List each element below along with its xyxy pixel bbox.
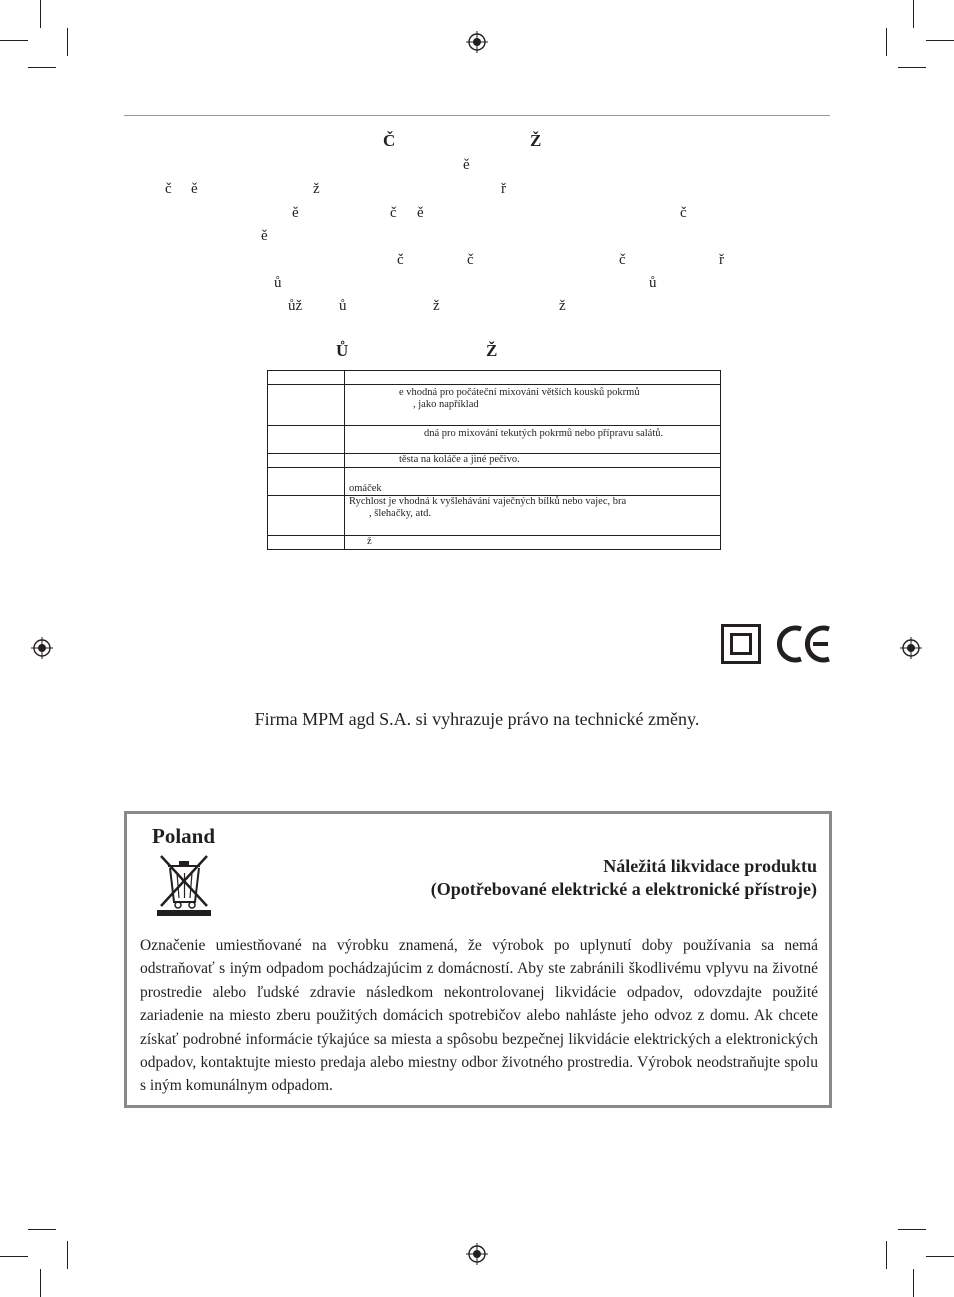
crossed-bin-icon: [155, 850, 213, 918]
table-cell: [345, 496, 721, 536]
registration-mark-icon: [466, 1243, 488, 1265]
table-cell: [268, 468, 345, 496]
table-cell: [268, 371, 345, 385]
text-fragment: ř: [501, 181, 506, 197]
recycling-notice-box: [124, 811, 832, 1108]
table-cell: [345, 426, 721, 454]
table-cell: [268, 426, 345, 454]
text-fragment: ě: [261, 228, 268, 244]
text-fragment: č: [397, 252, 404, 268]
table-row: [268, 468, 721, 496]
section-header-letter: Ž: [530, 131, 542, 150]
registration-mark-icon: [31, 637, 53, 659]
section-header-letter: Č: [383, 131, 396, 150]
table-row: [268, 454, 721, 468]
text-fragment: č: [619, 252, 626, 268]
text-fragment: ů: [274, 275, 282, 291]
text-fragment: ř: [719, 252, 724, 268]
table-cell: [345, 468, 721, 496]
table-cell: [268, 385, 345, 426]
table-cell: [345, 454, 721, 468]
table-cell-text: Rychlost je vhodná k vyšlehávání vaječných bílků nebo vajec, bra: [349, 496, 627, 507]
table-row: [268, 496, 721, 536]
recycling-body: Označenie umiestňované na výrobku znamená, že výrobok po uplynutí doby používania sa nemá odstraňovať s iným odpadom pochádzajúcim z domácností. Aby ste zabránili škodlivému vplyvu na životné prostredie alebo ľudské zdravie následkom nekontrolovanej likvidácie odpadov, odovzdajte použité zariadenie na miesto zberu použitých domácich spotrebičov alebo nahláste jeho odvoz z domu. Ak chcete získať podrobné informácie týkajúce sa miesta a spôsobu bezpečnej likvidácie elektrických a elektronických odpadov, kontaktujte miesto predaja alebo miestny odbor životného prostredia. Výrobok neodstraňujte spolu s iným komunálnym odpadom.: [140, 937, 818, 1095]
table-cell-text: , jako například: [413, 399, 479, 410]
table-row: [268, 536, 721, 550]
text-fragment: č: [390, 205, 397, 221]
text-fragment: č: [680, 205, 687, 221]
text-fragment: ž: [559, 298, 566, 314]
technical-changes-note: Firma MPM agd S.A. si vyhrazuje právo na technické změny.: [254, 709, 700, 729]
table-header-letter: Ž: [486, 341, 498, 360]
text-fragment: ě: [292, 205, 299, 221]
text-fragment: ž: [433, 298, 440, 314]
table-row: [268, 426, 721, 454]
table-cell: [268, 536, 345, 550]
registration-mark-icon: [900, 637, 922, 659]
ce-mark-icon: [776, 623, 832, 665]
text-fragment: ě: [191, 181, 198, 197]
recycling-title: [431, 855, 817, 901]
text-fragment: ě: [463, 157, 470, 173]
table-header-letter: Ů: [336, 341, 349, 360]
double-insulation-icon: [721, 624, 761, 664]
registration-mark-icon: [466, 31, 488, 53]
top-rule: [124, 115, 830, 116]
table-cell-text: , šlehačky, atd.: [369, 508, 432, 519]
text-fragment: č: [165, 181, 172, 197]
table-cell: [345, 371, 721, 385]
table-cell-text: omáček: [349, 483, 382, 494]
table-row: [268, 371, 721, 385]
text-fragment: ůž: [288, 298, 303, 314]
speed-table: [267, 370, 721, 550]
table-cell-text: dná pro mixování tekutých pokrmů nebo přípravu salátů.: [424, 428, 664, 439]
table-cell-text: těsta na koláče a jiné pečivo.: [399, 454, 520, 465]
table-cell: [268, 496, 345, 536]
table-cell-text: ž: [367, 536, 372, 547]
text-fragment: ů: [649, 275, 657, 291]
text-fragment: ů: [339, 298, 347, 314]
table-cell: [345, 536, 721, 550]
table-row: [268, 385, 721, 426]
text-fragment: ž: [313, 181, 320, 197]
table-cell: [345, 385, 721, 426]
recycling-title-line: (Opotřebované elektrické a elektronické přístroje): [430, 879, 817, 899]
recycling-title-line: Náležitá likvidace produktu: [603, 856, 817, 876]
country-label: Poland: [152, 824, 216, 848]
text-fragment: č: [467, 252, 474, 268]
table-cell: [268, 454, 345, 468]
table-cell-text: e vhodná pro počáteční mixování větších kousků pokrmů: [399, 387, 640, 398]
text-fragment: ě: [417, 205, 424, 221]
